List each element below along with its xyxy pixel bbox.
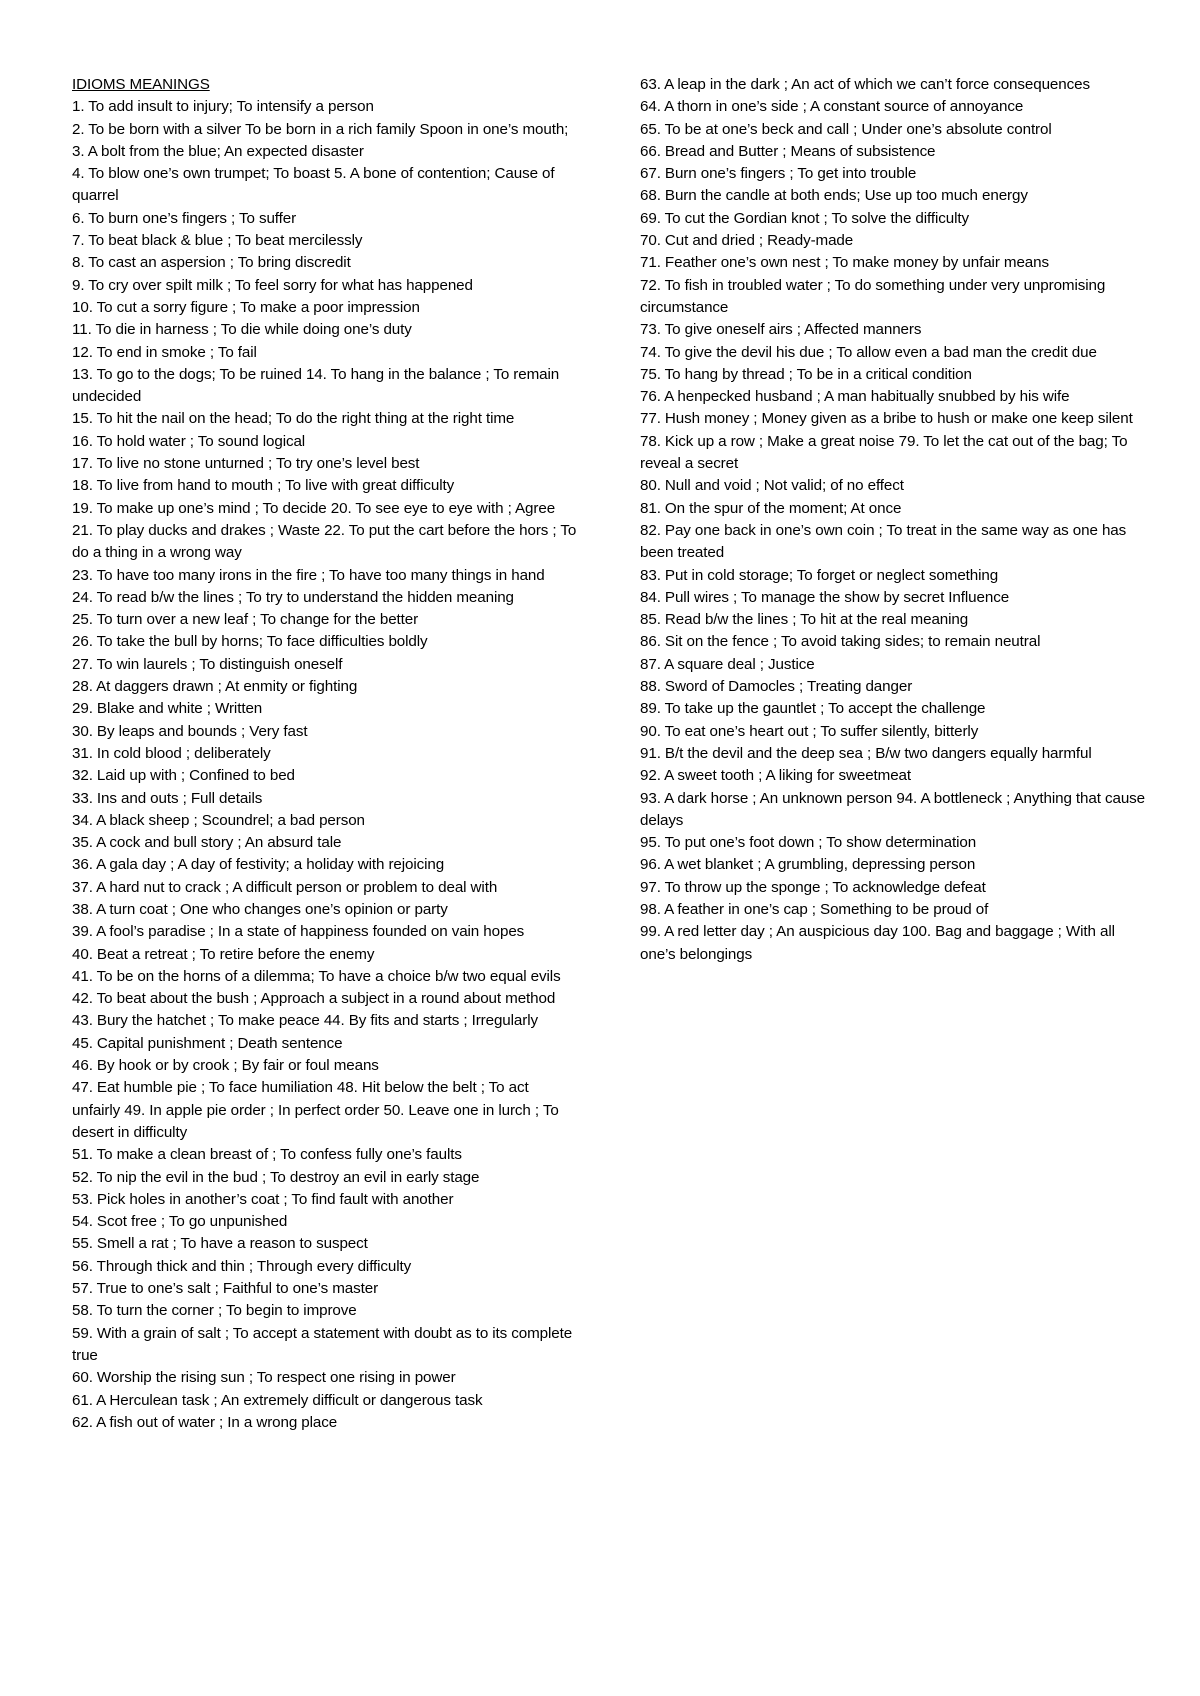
idiom-entry: 85. Read b/w the lines ; To hit at the real meaning: [640, 611, 969, 629]
idiom-entry: 16. To hold water ; To sound logical: [72, 432, 306, 450]
idiom-entry: 52. To nip the evil in the bud ; To destroy an evil in early stage: [72, 1168, 480, 1186]
idiom-entry: 40. Beat a retreat ; To retire before the enemy: [72, 945, 375, 963]
idiom-entry: 46. By hook or by crook ; By fair or foul means: [72, 1057, 379, 1075]
idiom-entry: 47. Eat humble pie ; To face humiliation 48. Hit below the belt ; To act unfairly 49. In apple pie order ; In perfect order 50. Leave one in lurch ; To desert in difficulty: [72, 1079, 559, 1141]
idiom-entry: 19. To make up one’s mind ; To decide 20. To see eye to eye with ; Agree: [72, 499, 556, 517]
idiom-entry: 62. A fish out of water ; In a wrong place: [72, 1413, 338, 1431]
idiom-entry: 74. To give the devil his due ; To allow even a bad man the credit due: [640, 343, 1097, 361]
idiom-entry: 87. A square deal ; Justice: [640, 655, 815, 673]
idiom-entry: 91. B/t the devil and the deep sea ; B/w two dangers equally harmful: [640, 744, 1092, 762]
idiom-entry: 8. To cast an aspersion ; To bring discredit: [72, 254, 351, 272]
idiom-entry: 83. Put in cold storage; To forget or neglect something: [640, 566, 999, 584]
idiom-entry: 64. A thorn in one’s side ; A constant source of annoyance: [640, 98, 1024, 116]
idiom-entry: 26. To take the bull by horns; To face difficulties boldly: [72, 633, 428, 651]
idiom-entry: 95. To put one’s foot down ; To show determination: [640, 834, 977, 852]
idiom-entry: 27. To win laurels ; To distinguish oneself: [72, 655, 343, 673]
idiom-entry: 29. Blake and white ; Written: [72, 700, 263, 718]
idiom-entry: 86. Sit on the fence ; To avoid taking sides; to remain neutral: [640, 633, 1041, 651]
idiom-entry: 39. A fool’s paradise ; In a state of happiness founded on vain hopes: [72, 923, 525, 941]
idiom-entry: 51. To make a clean breast of ; To confess fully one’s faults: [72, 1146, 462, 1164]
idiom-entry: 36. A gala day ; A day of festivity; a holiday with rejoicing: [72, 856, 445, 874]
idiom-entry: 59. With a grain of salt ; To accept a statement with doubt as to its complete true: [72, 1324, 573, 1364]
idiom-entry: 75. To hang by thread ; To be in a critical condition: [640, 365, 972, 383]
left-idiom-list: [72, 96, 578, 1434]
idiom-entry: 98. A feather in one’s cap ; Something to be proud of: [640, 900, 989, 918]
idiom-entry: 68. Burn the candle at both ends; Use up too much energy: [640, 187, 1028, 205]
idiom-entry: 66. Bread and Butter ; Means of subsistence: [640, 142, 936, 160]
idiom-entry: 6. To burn one’s fingers ; To suffer: [72, 209, 297, 227]
idiom-entry: 23. To have too many irons in the fire ; To have too many things in hand: [72, 566, 545, 584]
idiom-entry: 25. To turn over a new leaf ; To change for the better: [72, 611, 419, 629]
idiom-entry: 76. A henpecked husband ; A man habitually snubbed by his wife: [640, 388, 1070, 406]
idiom-entry: 81. On the spur of the moment; At once: [640, 499, 902, 517]
idiom-entry: 17. To live no stone unturned ; To try one’s level best: [72, 455, 420, 473]
idiom-entry: 54. Scot free ; To go unpunished: [72, 1213, 288, 1231]
idiom-entry: 53. Pick holes in another’s coat ; To find fault with another: [72, 1190, 454, 1208]
idiom-entry: 18. To live from hand to mouth ; To live with great difficulty: [72, 477, 455, 495]
idiom-entry: 57. True to one’s salt ; Faithful to one’s master: [72, 1280, 379, 1298]
idiom-entry: 2. To be born with a silver To be born in a rich family Spoon in one’s mouth;: [72, 120, 569, 138]
idiom-entry: 10. To cut a sorry figure ; To make a poor impression: [72, 298, 420, 316]
right-column: [640, 74, 1146, 966]
idiom-entry: 61. A Herculean task ; An extremely difficult or dangerous task: [72, 1391, 483, 1409]
idiom-entry: 97. To throw up the sponge ; To acknowledge defeat: [640, 878, 986, 896]
idiom-entry: 72. To fish in troubled water ; To do something under very unpromising circumstance: [640, 276, 1106, 316]
idiom-entry: 38. A turn coat ; One who changes one’s opinion or party: [72, 900, 448, 918]
idiom-entry: 32. Laid up with ; Confined to bed: [72, 767, 295, 785]
idiom-entry: 43. Bury the hatchet ; To make peace 44. By fits and starts ; Irregularly: [72, 1012, 539, 1030]
idiom-entry: 58. To turn the corner ; To begin to improve: [72, 1302, 357, 1320]
idiom-entry: 33. Ins and outs ; Full details: [72, 789, 263, 807]
idiom-entry: 60. Worship the rising sun ; To respect one rising in power: [72, 1369, 456, 1387]
idiom-entry: 45. Capital punishment ; Death sentence: [72, 1034, 343, 1052]
idiom-entry: 69. To cut the Gordian knot ; To solve the difficulty: [640, 209, 970, 227]
idiom-entry: 28. At daggers drawn ; At enmity or fighting: [72, 678, 358, 696]
idiom-entry: 9. To cry over spilt milk ; To feel sorry for what has happened: [72, 276, 473, 294]
idiom-entry: 93. A dark horse ; An unknown person 94. A bottleneck ; Anything that cause delays: [640, 789, 1146, 829]
idiom-entry: 89. To take up the gauntlet ; To accept the challenge: [640, 700, 986, 718]
idiom-entry: 67. Burn one’s fingers ; To get into trouble: [640, 165, 917, 183]
idiom-entry: 41. To be on the horns of a dilemma; To have a choice b/w two equal evils 42. To beat about the bush ; Approach a subject in a round about method: [72, 967, 561, 1008]
idiom-entry: 37. A hard nut to crack ; A difficult person or problem to deal with: [72, 878, 498, 896]
idiom-entry: 82. Pay one back in one’s own coin ; To treat in the same way as one has been treated: [640, 521, 1127, 562]
idiom-entry: 99. A red letter day ; An auspicious day 100. Bag and baggage ; With all one’s belongings: [640, 923, 1115, 963]
idiom-entry: 77. Hush money ; Money given as a bribe to hush or make one keep silent 78. Kick up a row ; Make a great noise 79. To let the cat out of the bag; To reveal a secret: [640, 410, 1133, 473]
idiom-entry: 24. To read b/w the lines ; To try to understand the hidden meaning: [72, 588, 514, 606]
idiom-entry: 92. A sweet tooth ; A liking for sweetmeat: [640, 767, 912, 785]
idiom-entry: 70. Cut and dried ; Ready-made: [640, 232, 854, 250]
idiom-entry: 35. A cock and bull story ; An absurd tale: [72, 834, 342, 852]
idiom-entry: 4. To blow one’s own trumpet; To boast 5. A bone of contention; Cause of quarrel: [72, 165, 555, 205]
left-column: [72, 74, 578, 1434]
idiom-entry: 21. To play ducks and drakes ; Waste 22. To put the cart before the hors ; To do a thing in a wrong way: [72, 521, 577, 562]
idiom-entry: 31. In cold blood ; deliberately: [72, 744, 271, 762]
idiom-entry: 73. To give oneself airs ; Affected manners: [640, 321, 922, 339]
document-heading: IDIOMS MEANINGS: [72, 76, 210, 93]
idiom-entry: 1. To add insult to injury; To intensify a person: [72, 98, 374, 116]
idiom-entry: 7. To beat black & blue ; To beat mercilessly: [72, 232, 363, 250]
idiom-entry: 63. A leap in the dark ; An act of which we can’t force consequences: [640, 76, 1090, 93]
idiom-entry: 88. Sword of Damocles ; Treating danger: [640, 678, 913, 696]
idiom-entry: 55. Smell a rat ; To have a reason to suspect: [72, 1235, 368, 1253]
idiom-entry: 3. A bolt from the blue; An expected disaster: [72, 142, 364, 160]
idiom-entry: 71. Feather one’s own nest ; To make money by unfair means: [640, 254, 1049, 272]
idiom-entry: 11. To die in harness ; To die while doing one’s duty: [72, 321, 412, 339]
idiom-entry: 15. To hit the nail on the head; To do the right thing at the right time: [72, 410, 515, 428]
idiom-entry: 34. A black sheep ; Scoundrel; a bad person: [72, 811, 365, 829]
idiom-entry: 12. To end in smoke ; To fail: [72, 343, 257, 361]
idiom-entry: 13. To go to the dogs; To be ruined 14. To hang in the balance ; To remain undecided: [72, 365, 560, 406]
idiom-entry: 84. Pull wires ; To manage the show by secret Influence: [640, 588, 1010, 606]
idiom-entry: 80. Null and void ; Not valid; of no effect: [640, 477, 904, 495]
idiom-entry: 56. Through thick and thin ; Through every difficulty: [72, 1257, 412, 1275]
idiom-entry: 65. To be at one’s beck and call ; Under one’s absolute control: [640, 120, 1052, 138]
idiom-entry: 96. A wet blanket ; A grumbling, depressing person: [640, 856, 976, 874]
right-idiom-list: [640, 74, 1146, 966]
idiom-entry: 30. By leaps and bounds ; Very fast: [72, 722, 308, 740]
idiom-entry: 90. To eat one’s heart out ; To suffer silently, bitterly: [640, 722, 979, 740]
